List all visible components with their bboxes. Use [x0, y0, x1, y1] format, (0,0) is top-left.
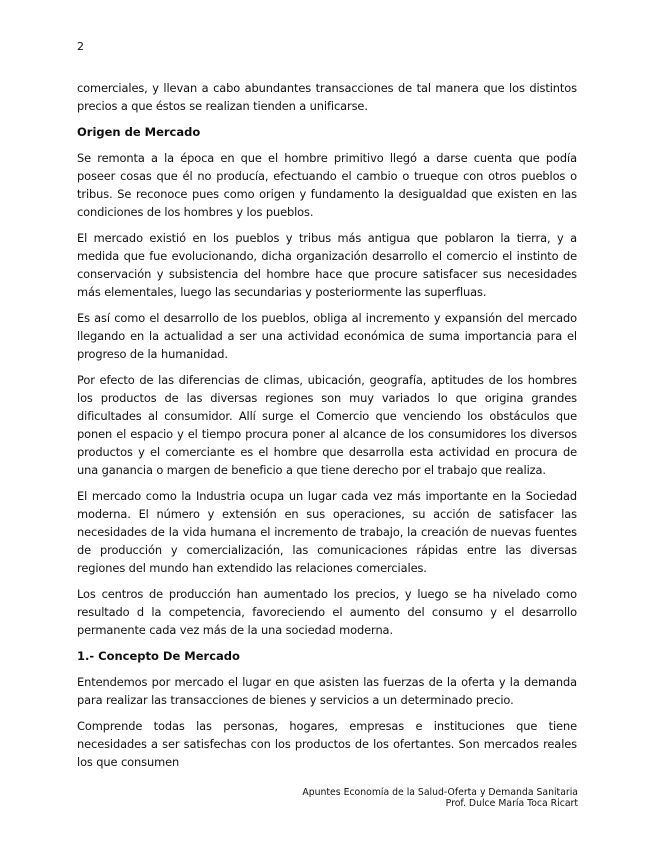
section-heading: 1.- Concepto De Mercado [77, 649, 240, 663]
page-footer [302, 787, 578, 809]
paragraph: Por efecto de las diferencias de climas, ubicación, geografía, aptitudes de los hombres los productos de las diversas regiones son muy variados lo que origina grandes dificultades al consumidor. Allí surge el Comercio que venciendo los obstáculos que ponen el espacio y el tiempo procura poner al alcance de los consumidores los diversos productos y el comerciante es el hombre que desarrolla esta actividad en procura de una ganancia o margen de beneficio a que tiene derecho por el trabajo que realiza. [77, 373, 577, 477]
paragraph: El mercado como la Industria ocupa un lugar cada vez más importante en la Sociedad moderna. El número y extensión en sus operaciones, su acción de satisfacer las necesidades de la vida humana el incremento de trabajo, la creación de nuevas fuentes de producción y comercialización, las comunicaciones rápidas entre las diversas regiones del mundo han extendido las relaciones comerciales. [77, 489, 577, 575]
footer-author: Prof. Dulce María Toca Ricart [445, 798, 578, 809]
paragraph: El mercado existió en los pueblos y tribus más antigua que poblaron la tierra, y a medida que fue evolucionando, dicha organización desarrollo el comercio el instinto de conservación y subsistencia del hombre hace que procure satisfacer sus necesidades más elementales, luego las secundarias y posteriormente las superfluas. [77, 231, 577, 299]
paragraph: Se remonta a la época en que el hombre primitivo llegó a darse cuenta que podía poseer cosas que él no producía, efectuando el cambio o trueque con otros pueblos o tribus. Se reconoce pues como origen y fundamento la desigualdad que existen en las condiciones de los hombres y los pueblos. [77, 151, 577, 219]
footer-title: Apuntes Economía de la Salud-Oferta y Demanda Sanitaria [302, 787, 578, 798]
document-body [77, 79, 577, 779]
paragraph: Comprende todas las personas, hogares, empresas e instituciones que tiene necesidades a ser satisfechas con los productos de los ofertantes. Son mercados reales los que consumen [77, 719, 577, 769]
paragraph: Entendemos por mercado el lugar en que asisten las fuerzas de la oferta y la demanda para realizar las transacciones de bienes y servicios a un determinado precio. [77, 675, 577, 707]
paragraph: Los centros de producción han aumentado los precios, y luego se ha nivelado como resultado d la competencia, favoreciendo el aumento del consumo y el desarrollo permanente cada vez más de la una sociedad moderna. [77, 587, 577, 637]
section-heading: Origen de Mercado [77, 125, 201, 139]
paragraph: Es así como el desarrollo de los pueblos, obliga al incremento y expansión del mercado llegando en la actualidad a ser una actividad económica de suma importancia para el progreso de la humanidad. [77, 311, 577, 361]
page-number: 2 [77, 40, 84, 53]
paragraph: comerciales, y llevan a cabo abundantes transacciones de tal manera que los distintos precios a que éstos se realizan tienden a unificarse. [77, 81, 577, 113]
